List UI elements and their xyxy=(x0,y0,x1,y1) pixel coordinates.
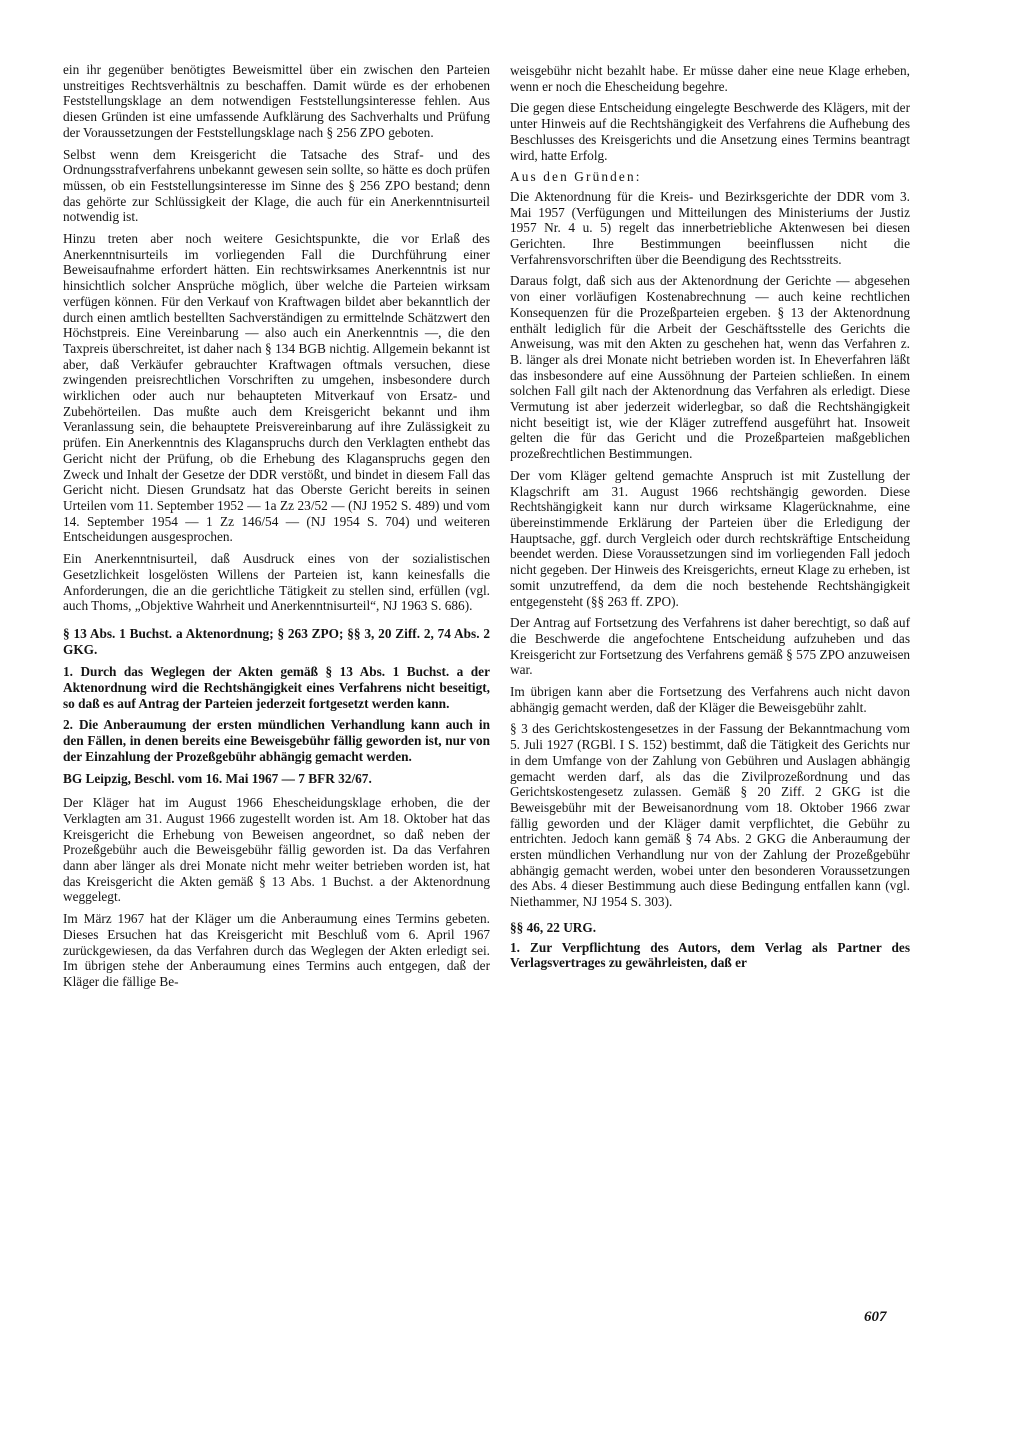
paragraph: Der vom Kläger geltend gemachte Anspruch ist mit Zustellung der Klagschrift am 31. August 1966 rechtshängig geworden. Diese Rechtshängigkeit kann nur durch wirksame Klagerücknahme, eine übereinstimmende Erklärung der Parteien über die Erledigung der Hauptsache, ggf. durch Vergleich oder durch rechtskräftige Entscheidung beendet werden. Diese Voraussetzungen sind im vorliegenden Fall jedoch nicht gegeben. Der Hinweis des Kreisgerichts, erneut Klage zu erheben, ist somit unzutreffend, da dem die noch bestehende Rechtshängigkeit entgegensteht (§§ 263 ff. ZPO). xyxy=(510,467,910,609)
headnote-1: 1. Durch das Weglegen der Akten gemäß § 13 Abs. 1 Buchst. a der Aktenordnung wird die Rechtshängigkeit eines Verfahrens nicht beseitigt, so daß es auf Antrag der Parteien jederzeit fortgesetzt werden kann. xyxy=(63,664,490,711)
paragraph: Hinzu treten aber noch weitere Gesichtspunkte, die vor Erlaß des Anerkenntnisurteils im vorliegenden Fall die Durchführung einer Beweisaufnahme erfordert hätten. Ein rechtswirksames Anerkenntnis ist nur hinsichtlich solcher Ansprüche möglich, über welche die Parteien wirksam verfügen können. Für den Verkauf von Kraftwagen bildet aber bekanntlich der durch einen amtlich bestellten Sachverständigen zu ermittelnde Schätzwert den Höchstpreis. Eine Vereinbarung — also auch ein Anerkenntnis —, die den Taxpreis überschreitet, ist daher nach § 134 BGB nichtig. Allgemein bekannt ist aber, daß Verkäufer gebrauchter Kraftwagen oftmals versuchen, diese zwingenden preisrechtlichen Vorschriften zu umgehen, insbesondere durch wirklichen oder auch nur behaupteten Mitverkauf von Ersatz- und Zubehörteilen. Das mußte auch dem Kreisgericht bekannt und ihm Veranlassung sein, die behauptete Preisvereinbarung auf ihre Zulässigkeit zu prüfen. Ein Anerkenntnis des Klaganspruchs durch den Verklagten enthebt das Gericht nicht der Prüfung, ob die Erhebung des Klaganspruchs gegen den Zweck und Inhalt der Gesetze der DDR verstößt, und bindet in diesem Fall das Gericht nicht. Diesen Grundsatz hat das Oberste Gericht bereits in seinen Urteilen vom 11. September 1952 — 1a Zz 23/52 — (NJ 1952 S. 489) und vom 14. September 1954 — 1 Zz 146/54 — (NJ 1954 S. 704) und weiteren Entscheidungen ausgesprochen. xyxy=(63,231,490,545)
legal-reference-heading: §§ 46, 22 URG. xyxy=(510,919,597,935)
paragraph: Ein Anerkenntnisurteil, daß Ausdruck eines von der sozialistischen Gesetzlichkeit losgelösten Willens der Parteien ist, kann keinesfalls die Anforderungen, die an die gerichtliche Tätigkeit zu stellen sind, erfüllen (vgl. auch Thoms, „Objektive Wahrheit und Anerkenntnisurteil“, NJ 1963 S. 686). xyxy=(63,551,490,614)
paragraph: Selbst wenn dem Kreisgericht die Tatsache des Straf- und des Ordnungsstrafverfahrens unbekannt gewesen sein sollte, so hätte es doch prüfen müssen, ob ein Feststellungsinteresse im Sinne des § 256 ZPO bestand; denn das gehörte zur Schlüssigkeit der Klage, die auch für ein Anerkenntnisurteil notwendig ist. xyxy=(63,146,490,225)
legal-reference-heading: § 13 Abs. 1 Buchst. a Aktenordnung; § 263 ZPO; §§ 3, 20 Ziff. 2, 74 Abs. 2 GKG. xyxy=(63,625,490,657)
paragraph: Der Kläger hat im August 1966 Ehescheidungsklage erhoben, die der Verklagten am 31. August 1966 zugestellt worden ist. Am 18. Oktober hat das Kreisgericht die Erhebung von Beweisen angeordnet, so daß neben der Prozeßgebühr auch die Beweisgebühr fällig geworden ist. Da das Verfahren dann aber länger als drei Monate nicht mehr weiter betrieben worden ist, hat das Kreisgericht die Akten gemäß § 13 Abs. 1 Buchst. a der Aktenordnung weggelegt. xyxy=(63,795,490,905)
paragraph: Der Antrag auf Fortsetzung des Verfahrens ist daher berechtigt, so daß auf die Beschwerde die angefochtene Entscheidung aufzuheben und das Kreisgericht zur Fortsetzung des Verfahrens gemäß § 575 ZPO anzuweisen war. xyxy=(510,615,910,678)
paragraph: ein ihr gegenüber benötigtes Beweismittel über ein zwischen den Parteien unstreitiges Rechtsverhältnis zu beschaffen. Damit würde es der erhobenen Feststellungsklage an dem notwendigen Feststellungsinteresse fehlen. Aus diesen Gründen ist eine umfassende Aufklärung des Sachverhalts und Prüfung der Voraussetzungen der Feststellungsklage nach § 256 ZPO geboten. xyxy=(63,62,490,140)
right-column xyxy=(510,63,910,971)
paragraph: Im übrigen kann aber die Fortsetzung des Verfahrens auch nicht davon abhängig gemacht werden, daß der Kläger die Beweisgebühr zahlt. xyxy=(510,684,910,715)
paragraph: weisgebühr nicht bezahlt habe. Er müsse daher eine neue Klage erheben, wenn er noch die Ehescheidung begehre. xyxy=(510,63,910,94)
reasons-heading: Aus den Gründen: xyxy=(510,169,642,185)
headnote-1: 1. Zur Verpflichtung des Autors, dem Verlag als Partner des Verlagsvertrages zu gewährleisten, daß er xyxy=(510,939,910,971)
court-citation: BG Leipzig, Beschl. vom 16. Mai 1967 — 7 BFR 32/67. xyxy=(63,770,372,786)
paragraph: Im März 1967 hat der Kläger um die Anberaumung eines Termins gebeten. Dieses Ersuchen hat das Kreisgericht mit Beschluß vom 6. April 1967 zurückgewiesen, da das Verfahren durch das Weglegen der Akten erledigt sei. Im übrigen stehe der Anberaumung eines Termins auch entgegen, daß der Kläger die fällige Be- xyxy=(63,911,490,989)
headnote-2: 2. Die Anberaumung der ersten mündlichen Verhandlung kann auch in den Fällen, in denen bereits eine Beweisgebühr fällig geworden ist, nur von der Einzahlung der Prozeßgebühr abhängig gemacht werden. xyxy=(63,717,490,764)
paragraph: Die gegen diese Entscheidung eingelegte Beschwerde des Klägers, mit der unter Hinweis auf die Rechtshängigkeit des Verfahrens die Aufhebung des Beschlusses des Kreisgerichts und die Ansetzung eines Termins beantragt wird, hatte Erfolg. xyxy=(510,100,910,163)
paragraph: Daraus folgt, daß sich aus der Aktenordnung der Gerichte — abgesehen von einer vorläufigen Kostenabrechnung — auch keine rechtlichen Konsequenzen für die Prozeßparteien ergeben. § 13 der Aktenordnung enthält lediglich für die Arbeit der Geschäftsstelle des Gerichts die Anweisung, was mit den Akten zu geschehen hat, wenn das Verfahren z. B. länger als drei Monate nicht betrieben worden ist. In Eheverfahren läßt das insbesondere auf eine Aussöhnung der Parteien schließen. In einem solchen Fall gilt nach der Aktenordnung das Verfahren als erledigt. Diese Vermutung ist aber jederzeit widerlegbar, so daß die Rechtshängigkeit nicht beseitigt ist, wie der Kläger zutreffend ausgeführt hat. Insoweit gelten die für das Gericht und die Prozeßparteien maßgeblichen prozeßrechtlichen Bestimmungen. xyxy=(510,273,910,462)
paragraph: Die Aktenordnung für die Kreis- und Bezirksgerichte der DDR vom 3. Mai 1957 (Verfügungen und Mitteilungen des Ministeriums der Justiz 1957 Nr. 4 u. 5) regelt das innerbetriebliche Aktenwesen bei diesen Gerichten. Ihre Bestimmungen beeinflussen nicht die Verfahrensvorschriften über die Beendigung des Rechtsstreits. xyxy=(510,188,910,267)
page-number: 607 xyxy=(864,1309,887,1325)
left-column xyxy=(63,62,490,996)
paragraph: § 3 des Gerichtskostengesetzes in der Fassung der Bekanntmachung vom 5. Juli 1927 (RGBl. I S. 152) bestimmt, daß die Tätigkeit des Gerichts nur in dem Umfange von der Zahlung von Gebühren und Auslagen abhängig gemacht werden darf, als das die Zivilprozeßordnung und das Gerichtskostengesetz zulassen. Gemäß § 20 Ziff. 2 GKG ist die Beweisgebühr mit der Beweisanordnung vom 18. Oktober 1966 zwar fällig geworden und der Kläger damit verpflichtet, die Gebühr zu entrichten. Jedoch kann gemäß § 74 Abs. 2 GKG die Anberaumung der ersten mündlichen Verhandlung nur von der Zahlung der Prozeßgebühr abhängig gemacht werden, wobei unter den besonderen Voraussetzungen des Abs. 4 dieser Bestimmung auch diese Bedingung entfallen kann (vgl. Niethammer, NJ 1954 S. 303). xyxy=(510,721,910,910)
